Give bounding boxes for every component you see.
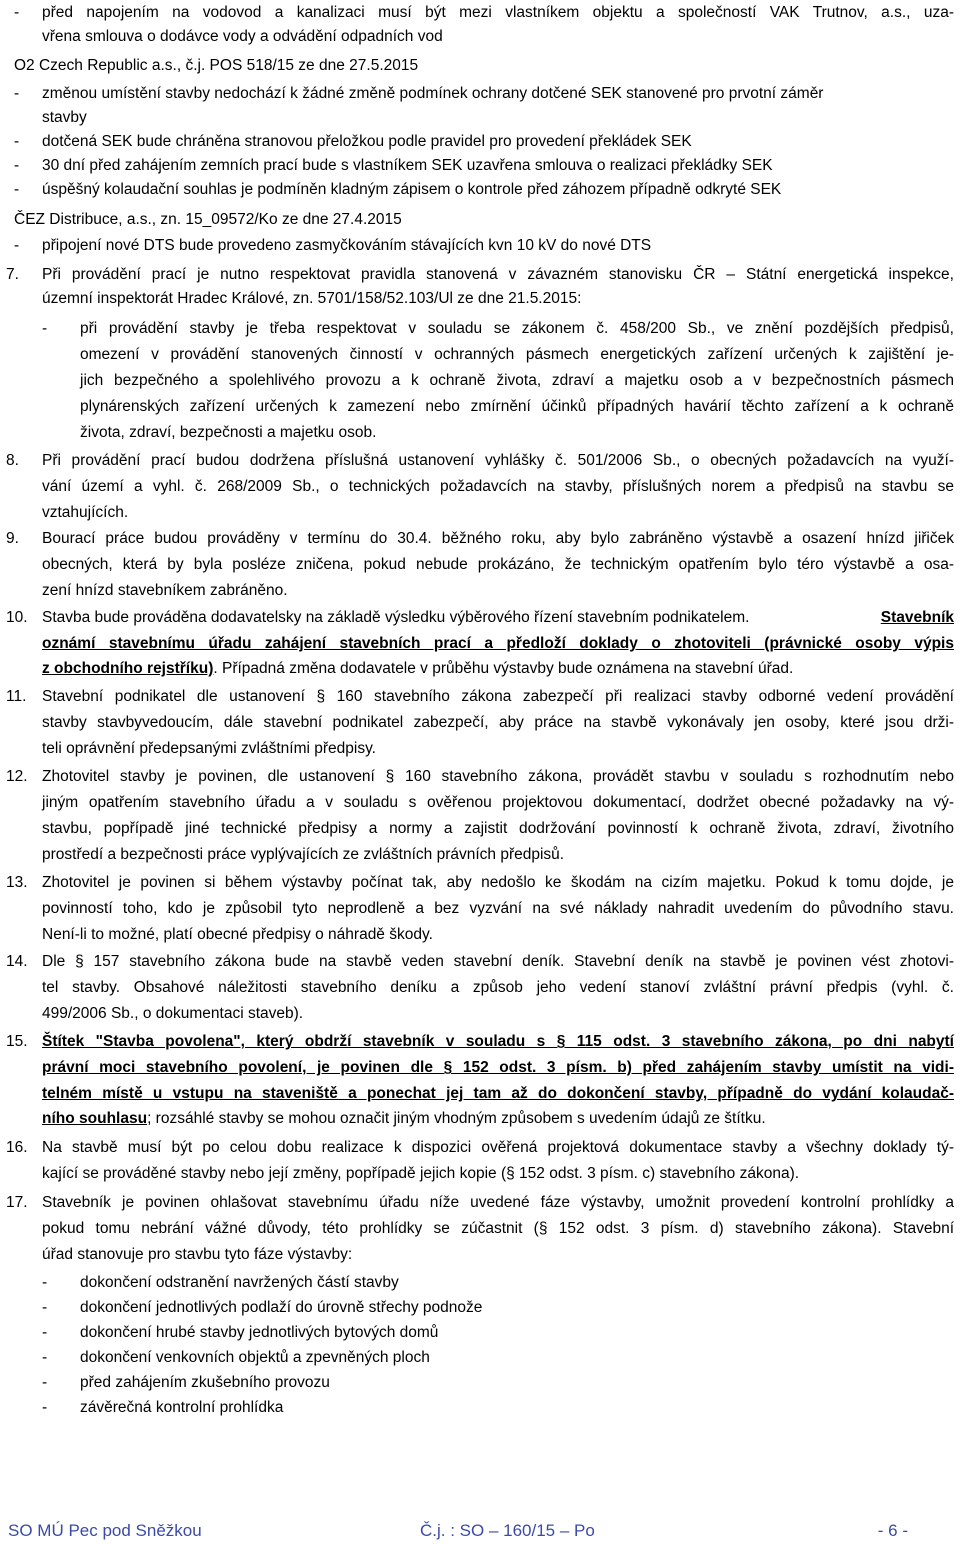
text-line: tel stavby. Obsahové náležitosti stavebního deníku a způsob jeho vedení stanoví zvláštní právní předpis (vyhl. č.	[42, 979, 954, 996]
item-number: 17.	[6, 1194, 28, 1211]
text-line: úspěšný kolaudační souhlas je podmíněn kladným zápisem o kontrole před záhozem případně odkryté SEK	[42, 181, 782, 198]
text-line: zení hnízd stavebníkem zabráněno.	[42, 582, 288, 599]
bold-underlined-text: telném místě u vstupu na staveniště a ponechat jej tam až do dokončení stavby, případně do vydání kolaudač-	[42, 1085, 954, 1102]
footer-reference: Č.j. : SO – 160/15 – Po	[420, 1521, 595, 1540]
dash-bullet: -	[42, 1274, 48, 1291]
section-heading: ČEZ Distribuce, a.s., zn. 15_09572/Ko ze dne 27.4.2015	[14, 211, 402, 228]
text-line: změnou umístění stavby nedochází k žádné změně podmínek ochrany dotčené SEK stanovené pro prvotní záměr	[42, 85, 824, 102]
text-line	[42, 660, 793, 678]
dash-bullet: -	[42, 1374, 48, 1391]
item-number: 12.	[6, 768, 28, 785]
text-line: 499/2006 Sb., o dokumentaci staveb).	[42, 1005, 304, 1022]
text-line: Při provádění prací budou dodržena příslušná ustanovení vyhlášky č. 501/2006 Sb., o obecných požadavcích na využí-	[42, 452, 954, 469]
text-line: před napojením na vodovod a kanalizaci musí být mezi vlastníkem objektu a společností VAK Trutnov, a.s., uza-	[42, 4, 954, 21]
text-line	[42, 609, 954, 627]
text-line: Při provádění prací je nutno respektovat pravidla stanovená v závazném stanovisku ČR – Státní energetická inspekce,	[42, 266, 954, 283]
dash-bullet: -	[14, 133, 20, 150]
dash-bullet: -	[42, 320, 48, 337]
phase-item: dokončení odstranění navržených částí stavby	[80, 1274, 399, 1291]
item-number: 14.	[6, 953, 28, 970]
section-heading: O2 Czech Republic a.s., č.j. POS 518/15 ze dne 27.5.2015	[14, 57, 419, 74]
bold-underlined-text: Stavebník	[880, 609, 954, 626]
text-line: Stavebník je povinen ohlašovat stavebnímu úřadu níže uvedené fáze výstavby, umožnit provedení kontrolní prohlídky a	[42, 1194, 954, 1211]
page-footer	[0, 1521, 960, 1545]
text-line: plynárenských zařízení určených k zamezení nebo zmírnění účinků případných havárií těchto zařízení a k ochraně	[80, 398, 954, 415]
text-line: jiným opatřením stavebního úřadu a v souladu s ověřenou projektovou dokumentací, dodržet obecné požadavky na vý-	[42, 794, 954, 811]
text-line: prostředí a bezpečnosti práce vyplývajících ze zvláštních právních předpisů.	[42, 846, 565, 863]
item-number: 13.	[6, 874, 28, 891]
text-line: obecných, která by byla posléze zničena, pokud nebude prokázáno, že technickým opatřením bylo téro výstavbě a osa-	[42, 556, 954, 573]
text-segment: . Případná změna dodavatele v průběhu výstavby bude oznámena na stavební úřad.	[213, 660, 794, 677]
dash-bullet: -	[42, 1399, 48, 1416]
bold-underlined-text: Štítek "Stavba povolena", který obdrží stavebník v souladu s § 115 odst. 3 stavebního zákona, po dni nabytí	[42, 1033, 954, 1050]
text-line: Zhotovitel stavby je povinen, dle ustanovení § 160 stavebního zákona, provádět stavbu v souladu s rozhodnutím nebo	[42, 768, 954, 785]
text-line: Bourací práce budou prováděny v termínu do 30.4. běžného roku, aby bylo zabráněno výstavbě a osazení hnízd jiřiček	[42, 530, 954, 547]
phase-item: před zahájením zkušebního provozu	[80, 1374, 330, 1391]
text-line: stavbu, popřípadě jiné technické předpisy a normy a zajistit dodržování povinností k ochraně života, zdraví, životního	[42, 820, 954, 837]
text-segment: Stavba bude prováděna dodavatelsky na základě výsledku výběrového řízení stavebním podnikatelem.	[42, 609, 750, 626]
text-line: stavby	[42, 109, 87, 126]
text-line: Na stavbě musí být po celou dobu realizace k dispozici ověřená projektová dokumentace stavby a všechny doklady tý-	[42, 1139, 954, 1156]
text-line: omezení v provádění stanovených činností v ochranných pásmech energetických zařízení určených k zajištění je-	[80, 346, 954, 363]
bold-underlined-text: ního souhlasu	[42, 1110, 148, 1127]
text-line: připojení nové DTS bude provedeno zasmyčkováním stávajících kvn 10 kV do nové DTS	[42, 237, 652, 254]
text-line: úřad stanovuje pro stavbu tyto fáze výstavby:	[42, 1246, 353, 1263]
dash-bullet: -	[14, 181, 20, 198]
text-line: Stavební podnikatel dle ustanovení § 160 stavebního zákona zabezpečí při realizaci stavby odborné vedení provádění	[42, 688, 954, 705]
bold-underlined-text: právní moci stavebního povolení, je povinen dle § 152 odst. 3 písm. b) před zahájením stavby umístit na vidi-	[42, 1059, 954, 1076]
item-number: 16.	[6, 1139, 28, 1156]
item-number: 10.	[6, 609, 28, 626]
dash-bullet: -	[42, 1324, 48, 1341]
text-line: Není-li to možné, platí obecné předpisy o náhradě škody.	[42, 926, 433, 943]
text-line: pokud tomu nebrání vážné důvody, této prohlídky se zúčastnit (§ 152 odst. 3 písm. d) stavebního zákona). Stavební	[42, 1220, 954, 1237]
text-line: života, zdraví, bezpečnosti a majetku osob.	[80, 424, 377, 441]
text-line: dotčená SEK bude chráněna stranovou přeložkou podle pravidel pro provedení překládek SEK	[42, 133, 692, 150]
phase-item: dokončení hrubé stavby jednotlivých bytových domů	[80, 1324, 439, 1341]
bold-underlined-text: z obchodního rejstříku)	[42, 660, 214, 677]
phase-item: dokončení jednotlivých podlaží do úrovně střechy podnože	[80, 1299, 483, 1316]
text-line: teli oprávnění předepsanými zvláštními předpisy.	[42, 740, 376, 757]
item-number: 8.	[6, 452, 19, 469]
text-line: povinností toho, kdo je způsobil tyto neprodleně a bez vyzvání na své náklady nahradit uvedením do původního stavu.	[42, 900, 954, 917]
phase-item: závěrečná kontrolní prohlídka	[80, 1399, 284, 1416]
text-line: vřena smlouva o dodávce vody a odvádění odpadních vod	[42, 28, 443, 45]
phase-item: dokončení venkovních objektů a zpevněných ploch	[80, 1349, 430, 1366]
text-line: kající se prováděné stavby nebo její změny, popřípadě jejich kopie (§ 152 odst. 3 písm. c) stavebního zákona).	[42, 1165, 800, 1182]
dash-bullet: -	[14, 85, 20, 102]
text-line: jich bezpečného a spolehlivého provozu a k ochraně života, zdraví a majetku osob a v bezpečnostních pásmech	[80, 372, 954, 389]
text-line: při provádění stavby je třeba respektovat v souladu se zákonem č. 458/200 Sb., ve znění pozdějších předpisů,	[80, 320, 954, 337]
text-line: 30 dní před zahájením zemních prací bude s vlastníkem SEK uzavřena smlouva o realizaci překládky SEK	[42, 157, 773, 174]
item-number: 9.	[6, 530, 19, 547]
item-number: 11.	[6, 688, 27, 705]
text-line: vání území a vyhl. č. 268/2009 Sb., o technických požadavcích na stavby, příslušných norem a předpisů na stavbu se	[42, 478, 954, 495]
text-line: Zhotovitel je povinen si během výstavby počínat tak, aby nedošlo ke škodám na cizím majetku. Pokud k tomu dojde, je	[42, 874, 954, 891]
text-line: stavby stavbyvedoucím, dále stavební podnikatel zabezpečí, aby práce na stavbě vykonávaly jen osoby, které jsou drži-	[42, 714, 954, 731]
text-segment: ; rozsáhlé stavby se mohou označit jiným vhodným způsobem s uvedením údajů ze štítku.	[147, 1110, 766, 1127]
text-line: Dle § 157 stavebního zákona bude na stavbě veden stavební deník. Stavební deník na stavbě je povinen vést zhotovi-	[42, 953, 954, 970]
text-line	[42, 1110, 766, 1128]
dash-bullet: -	[14, 4, 20, 21]
bold-underlined-text: oznámí stavebnímu úřadu zahájení stavebních prací a předloží doklady o zhotoviteli (právnické osoby výpis	[42, 635, 954, 652]
dash-bullet: -	[42, 1299, 48, 1316]
dash-bullet: -	[14, 237, 20, 254]
text-line: vztahujících.	[42, 504, 129, 521]
item-number: 15.	[6, 1033, 28, 1050]
item-number: 7.	[6, 266, 19, 283]
dash-bullet: -	[42, 1349, 48, 1366]
footer-office: SO MÚ Pec pod Sněžkou	[8, 1521, 202, 1540]
dash-bullet: -	[14, 157, 20, 174]
footer-page-number: - 6 -	[877, 1521, 908, 1540]
text-line: územní inspektorát Hradec Králové, zn. 5701/158/52.103/Ul ze dne 21.5.2015:	[42, 290, 582, 307]
